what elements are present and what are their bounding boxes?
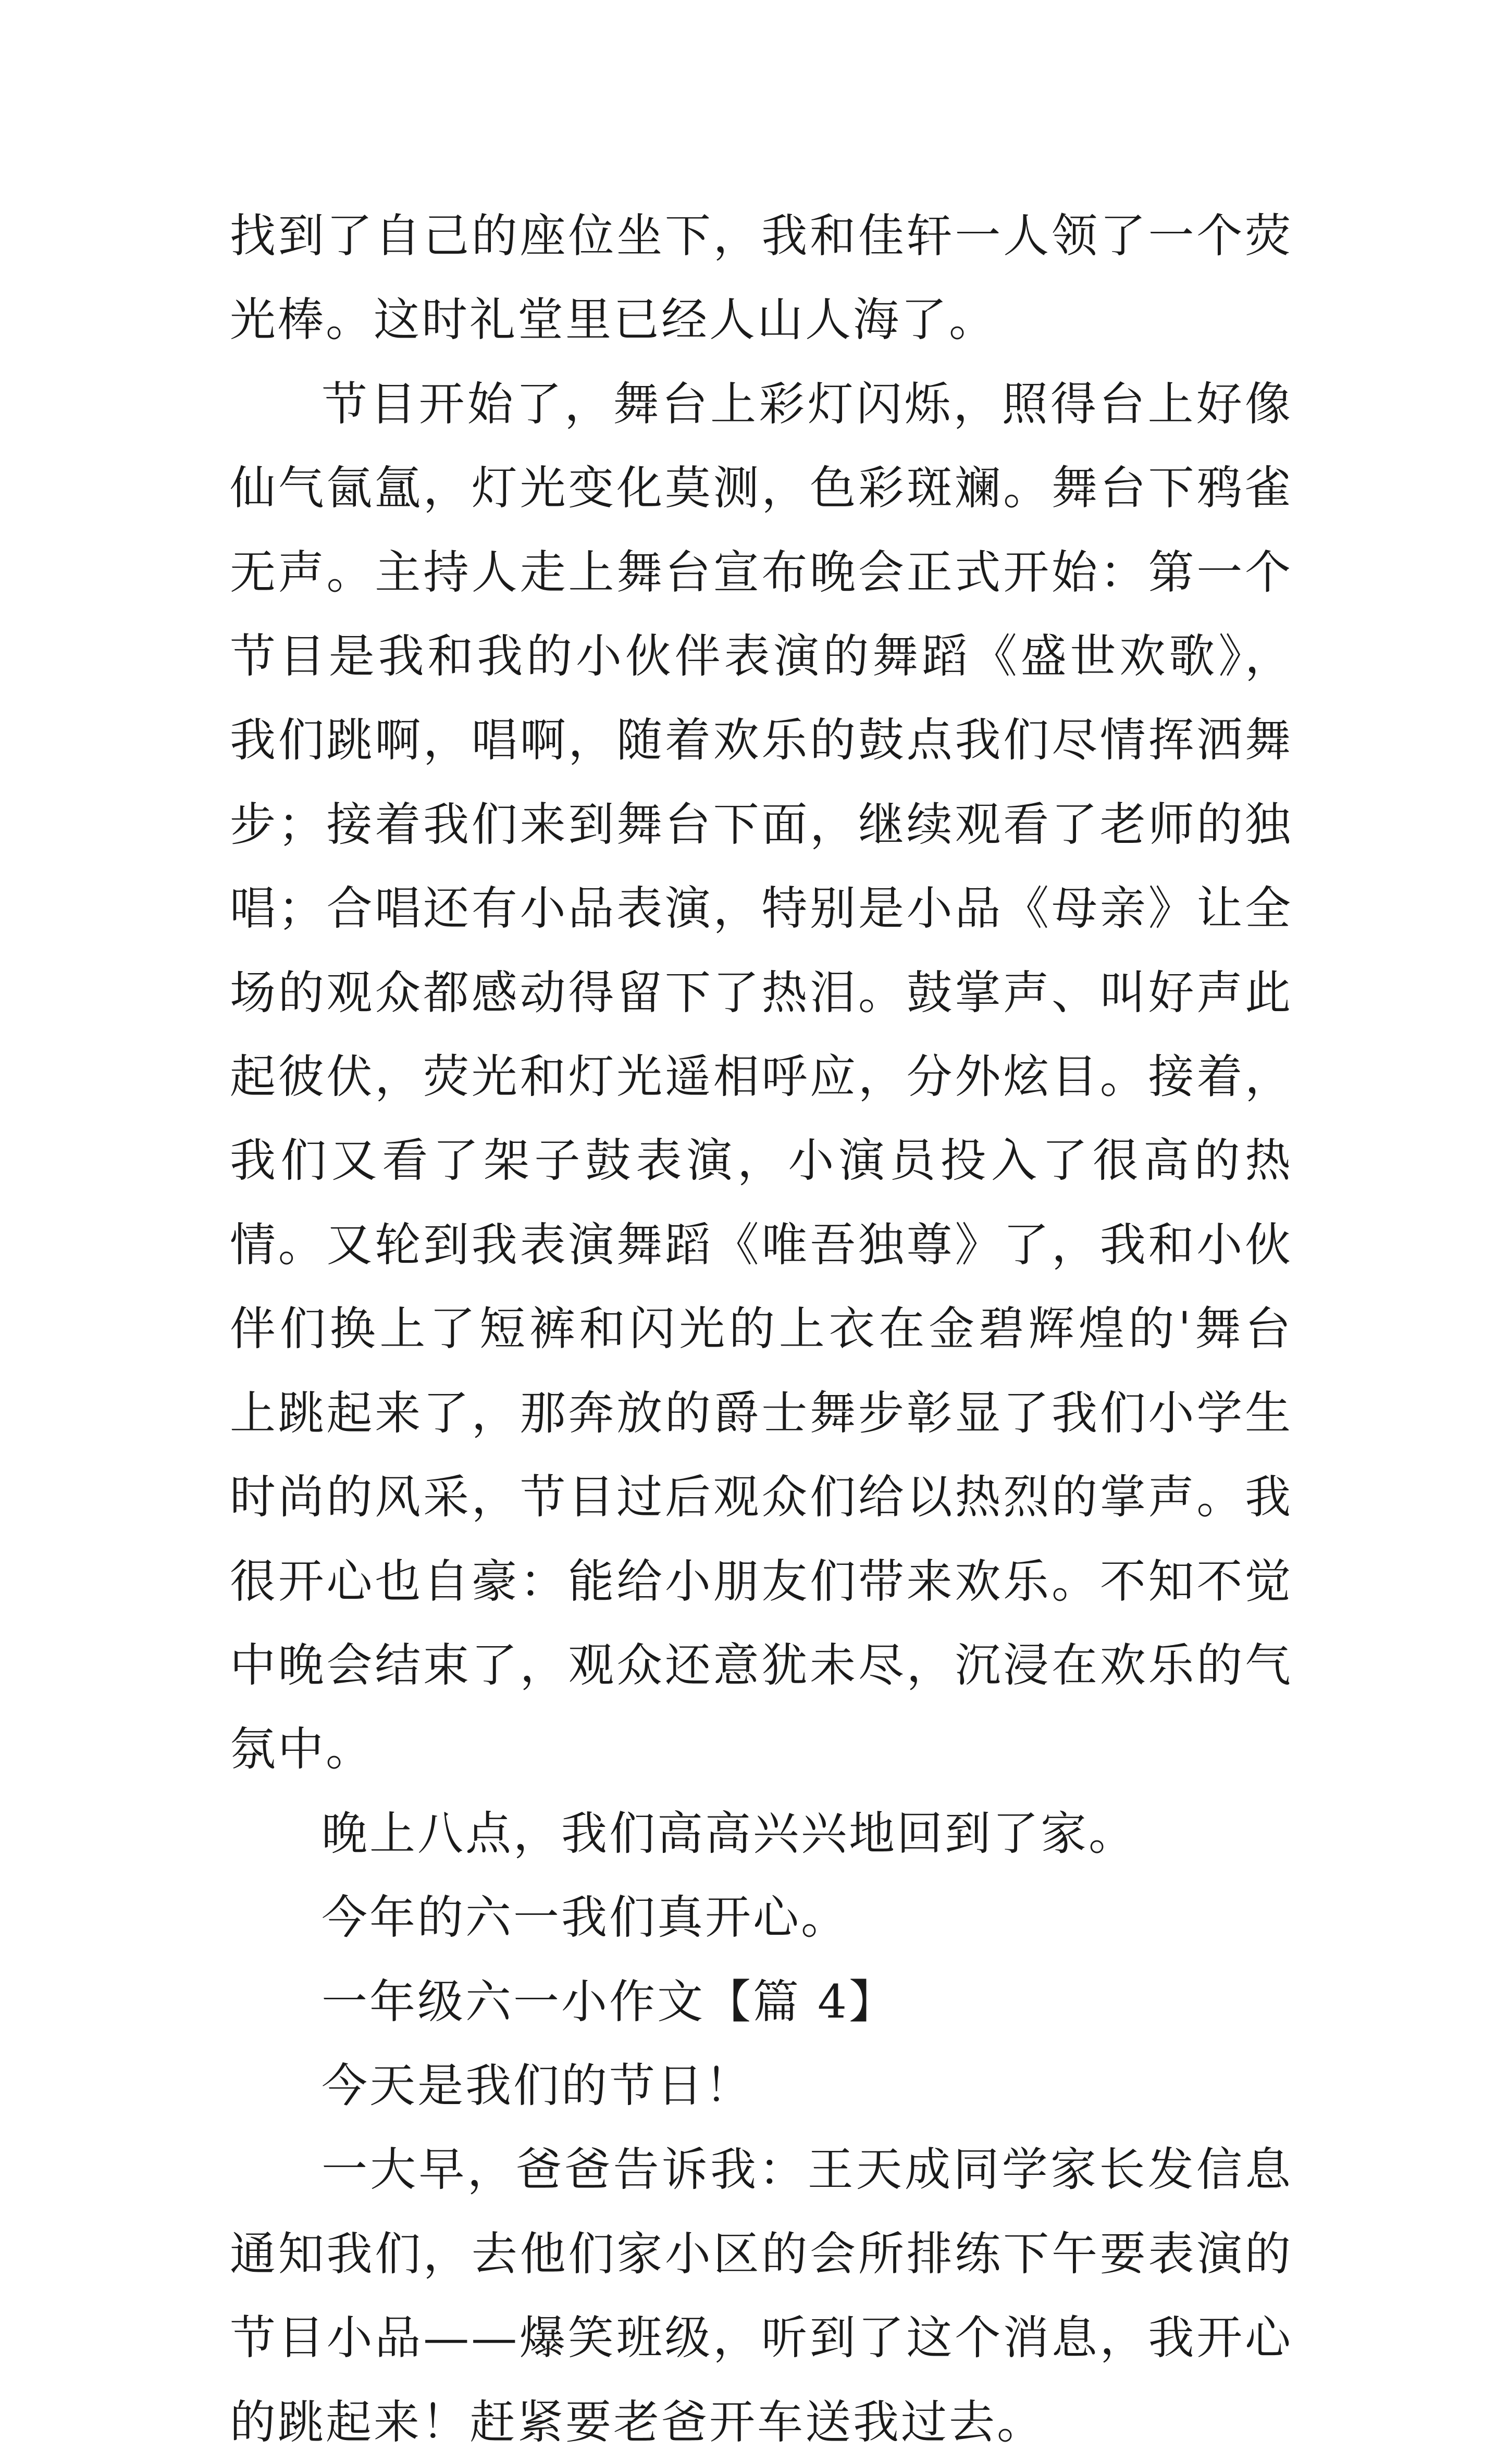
paragraph-performance: 节目开始了，舞台上彩灯闪烁，照得台上好像仙气氤氲，灯光变化莫测，色彩斑斓。舞台下鸦雀无声。主持人走上舞台宣布晚会正式开始：第一个节目是我和我的小伙伴表演的舞蹈《盛世欢歌》，我们跳啊，唱啊，随着欢乐的鼓点我们尽情挥洒舞步；接着我们来到舞台下面，继续观看了老师的独唱；合唱还有小品表演，特别是小品《母亲》让全场的观众都感动得留下了热泪。鼓掌声、叫好声此起彼伏，荧光和灯光遥相呼应，分外炫目。接着，我们又看了架子鼓表演，小演员投入了很高的热情。又轮到我表演舞蹈《唯吾独尊》了，我和小伙伴们换上了短裤和闪光的上衣在金碧辉煌的'舞台上跳起来了，那奔放的爵士舞步彰显了我们小学生时尚的风采，节目过后观众们给以热烈的掌声。我很开心也自豪：能给小朋友们带来欢乐。不知不觉中晚会结束了，观众还意犹未尽，沉浸在欢乐的气氛中。	[230, 377, 1293, 1776]
paragraph-happy-childrens-day: 今年的六一我们真开心。	[322, 1890, 849, 1945]
paragraph-continuation: 找到了自己的座位坐下，我和佳轩一人领了一个荧光棒。这时礼堂里已经人山人海了。	[230, 209, 1293, 347]
essay-heading: 一年级六一小作文【篇 4】	[322, 1974, 897, 2029]
document-body	[230, 194, 1293, 2464]
paragraph-our-holiday: 今天是我们的节日！	[322, 2058, 753, 2112]
paragraph-early-morning: 一大早，爸爸告诉我：王天成同学家长发信息通知我们，去他们家小区的会所排练下午要表演的节目小品——爆笑班级，听到了这个消息，我开心的跳起来！赶紧要老爸开车送我过去。	[230, 2143, 1293, 2449]
paragraph-return-home: 晚上八点，我们高高兴兴地回到了家。	[322, 1806, 1137, 1860]
